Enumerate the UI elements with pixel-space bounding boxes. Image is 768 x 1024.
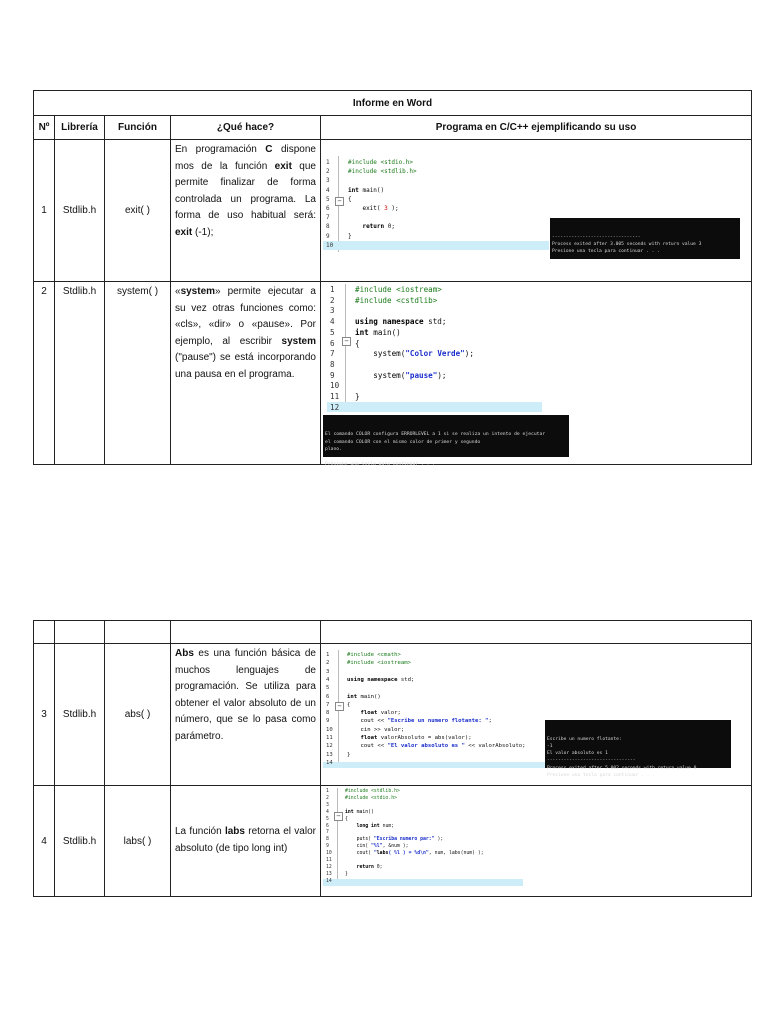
line-number: 1 (326, 789, 329, 794)
code-line: cout << "El valor absoluto es " << valorAbsoluto; (360, 743, 526, 750)
console-line: Presione una tecla para continuar . . . (552, 249, 660, 254)
console-output-screenshot (323, 415, 569, 467)
console-line: -------------------------------- (547, 758, 636, 764)
line-number: 2 (326, 168, 330, 176)
code-line: #include <stdlib.h> (345, 789, 400, 794)
console-output-screenshot (545, 720, 731, 779)
line-number: 3 (326, 668, 330, 675)
code-line: { (355, 338, 360, 348)
console-line: Presione una tecla para continuar . . . (547, 773, 655, 779)
console-line: -------------------------------- (552, 235, 641, 240)
row-number: 2 (34, 282, 55, 465)
line-number: 3 (330, 306, 335, 316)
line-number: 8 (326, 223, 330, 231)
console-line (325, 454, 567, 462)
row-function: abs( ) (105, 644, 171, 786)
table-title: Informe en Word (34, 91, 752, 116)
code-line: using namespace std; (355, 317, 447, 327)
line-number: 11 (326, 735, 333, 741)
header-what-it-does: ¿Qué hace? (171, 116, 321, 140)
line-number: 12 (326, 864, 332, 870)
row-number: 4 (34, 786, 55, 897)
fold-toggle-icon: − (335, 702, 344, 711)
line-number: 7 (330, 349, 335, 359)
line-number: 10 (330, 381, 340, 391)
line-number: 1 (330, 285, 335, 294)
code-line: } (348, 232, 352, 240)
code-line: using namespace std; (347, 676, 415, 683)
code-editor-screenshot (323, 788, 523, 886)
line-number: 7 (326, 830, 329, 836)
empty-cell (34, 621, 55, 644)
code-line: { (348, 195, 352, 203)
line-number: 6 (326, 205, 330, 212)
code-line: #include <stdio.h> (345, 795, 397, 801)
header-program-example: Programa en C/C++ ejemplificando su uso (321, 116, 752, 140)
code-editor-screenshot (323, 156, 549, 252)
line-number: 13 (326, 871, 332, 877)
code-line: #include <stdio.h> (348, 159, 414, 166)
table-row (34, 786, 752, 897)
code-line: #include <iostream> (347, 660, 411, 667)
row-library: Stdlib.h (55, 140, 105, 282)
line-number: 5 (326, 195, 330, 203)
line-number: 11 (326, 858, 332, 863)
code-example-cell (321, 140, 752, 282)
code-line: int main() (348, 186, 385, 194)
empty-cell (55, 621, 105, 644)
row-number: 3 (34, 644, 55, 786)
line-number: 5 (326, 816, 329, 822)
line-number: 5 (326, 685, 330, 692)
code-example-cell (321, 282, 752, 465)
empty-cell (321, 621, 752, 644)
console-line: -1 (547, 743, 553, 749)
code-editor-screenshot (323, 650, 549, 768)
code-line: cin >> valor; (360, 726, 405, 733)
line-number: 9 (326, 718, 330, 725)
code-line: } (345, 871, 348, 877)
line-number: 2 (330, 295, 335, 305)
code-line: float valorAbsoluto = abs(valor); (360, 735, 472, 741)
console-line: El valor absoluto es 1 (547, 751, 608, 757)
fold-toggle-icon: − (334, 812, 343, 821)
code-line: system("Color Verde"); (373, 349, 474, 359)
console-line: Process exited after 3.005 seconds with return value 3 (552, 242, 702, 247)
line-number: 3 (326, 177, 330, 185)
fold-toggle-icon: − (342, 337, 351, 346)
row-number: 1 (34, 140, 55, 282)
line-number: 11 (330, 392, 340, 401)
row-description: La función labs retorna el valor absoluto (de tipo long int) (171, 786, 321, 897)
line-number: 2 (326, 795, 329, 801)
code-line: puts( "Escriba numero par:" ); (356, 837, 444, 843)
line-number: 8 (326, 710, 330, 717)
header-num: Nº (34, 116, 55, 140)
code-line: cin( "%l", &num ); (356, 844, 409, 850)
line-number: 6 (326, 823, 329, 829)
line-number: 9 (326, 232, 330, 240)
table-row (34, 140, 752, 282)
code-line: #include <stdlib.h> (348, 168, 417, 176)
line-number: 4 (326, 676, 330, 683)
fold-toggle-icon: − (335, 197, 344, 206)
line-number: 1 (326, 652, 330, 658)
line-number: 2 (326, 660, 330, 667)
code-line: } (355, 392, 360, 401)
code-editor-screenshot (327, 284, 542, 412)
code-line: long int num; (356, 823, 395, 829)
header-library: Librería (55, 116, 105, 140)
code-line: { (345, 816, 348, 822)
table-row (34, 644, 752, 786)
code-line: int main() (345, 809, 374, 815)
code-line: } (347, 751, 351, 758)
code-line: cout( "labs( %l ) = %d\n", num, labs(num) ); (356, 851, 484, 857)
line-number: 3 (326, 802, 329, 808)
line-number: 7 (326, 701, 330, 708)
line-number: 6 (330, 338, 335, 348)
line-number: 13 (326, 751, 333, 758)
code-example-cell (321, 786, 752, 897)
code-line: #include <iostream> (355, 285, 442, 294)
report-table-1 (33, 90, 752, 465)
code-line: #include <cstdlib> (355, 295, 438, 305)
line-number: 7 (326, 214, 330, 222)
line-number: 9 (326, 844, 329, 850)
row-function: labs( ) (105, 786, 171, 897)
console-line: el comando COLOR con el mismo color de primer y segundo (325, 439, 481, 445)
code-line: return 0; (362, 223, 395, 231)
row-description: Abs es una función básica de muchos lenguajes de programación. Se utiliza para obtener el valor absoluto de un número, que se lo pasa como parámetro. (171, 644, 321, 786)
line-number: 5 (330, 327, 335, 337)
empty-cell (171, 621, 321, 644)
line-number: 9 (330, 370, 335, 380)
line-number: 10 (326, 241, 334, 249)
code-line: int main() (355, 327, 401, 337)
table-row (34, 282, 752, 465)
code-line: #include <cmath> (347, 652, 401, 658)
console-line: Process exited after 5.002 seconds with return value 0 (547, 765, 697, 771)
line-number: 10 (326, 726, 333, 733)
row-description: En programación C dispone mos de la función exit que permite finalizar de forma controlada un programa. La forma de uso habitual será: exit (-1); (171, 140, 321, 282)
code-line: { (347, 701, 351, 708)
code-line: cout << "Escribe un numero flotante: "; (360, 718, 492, 725)
code-example-cell (321, 644, 752, 786)
row-function: exit( ) (105, 140, 171, 282)
line-number: 14 (326, 759, 333, 766)
code-line: exit( 3 ); (362, 205, 399, 212)
row-function: system( ) (105, 282, 171, 465)
code-line: return 0; (356, 864, 383, 870)
console-line: Escribe un numero flotante: (547, 736, 622, 742)
code-line: float valor; (360, 710, 401, 717)
line-number: 12 (326, 743, 333, 750)
row-library: Stdlib.h (55, 282, 105, 465)
row-description: «system» permite ejecutar a su vez otras funciones como: «cls», «dir» o «pause». Por ejemplo, al escribir system ("pause") se está incorporando una pausa en el programa. (171, 282, 321, 465)
row-library: Stdlib.h (55, 786, 105, 897)
row-library: Stdlib.h (55, 644, 105, 786)
line-number: 4 (326, 809, 329, 815)
line-number: 12 (330, 402, 340, 412)
line-number: 4 (330, 317, 335, 327)
line-number: 14 (326, 878, 332, 884)
line-number: 8 (326, 837, 329, 843)
console-line: El comando COLOR configura ERRORLEVEL a 1 si se realiza un intento de ejecutar (325, 432, 546, 437)
console-line: Presione una tecla para continuar . . . (325, 462, 436, 467)
code-line: int main() (347, 693, 381, 700)
line-number: 10 (326, 851, 332, 857)
code-line: system("pause"); (373, 370, 447, 380)
line-number: 4 (326, 186, 330, 194)
line-number: 8 (330, 359, 335, 369)
header-function: Función (105, 116, 171, 140)
line-number: 6 (326, 693, 330, 700)
empty-cell (105, 621, 171, 644)
report-table-2 (33, 620, 752, 897)
line-number: 1 (326, 159, 330, 166)
console-output-screenshot (550, 218, 740, 259)
console-line: plano. (325, 447, 342, 452)
